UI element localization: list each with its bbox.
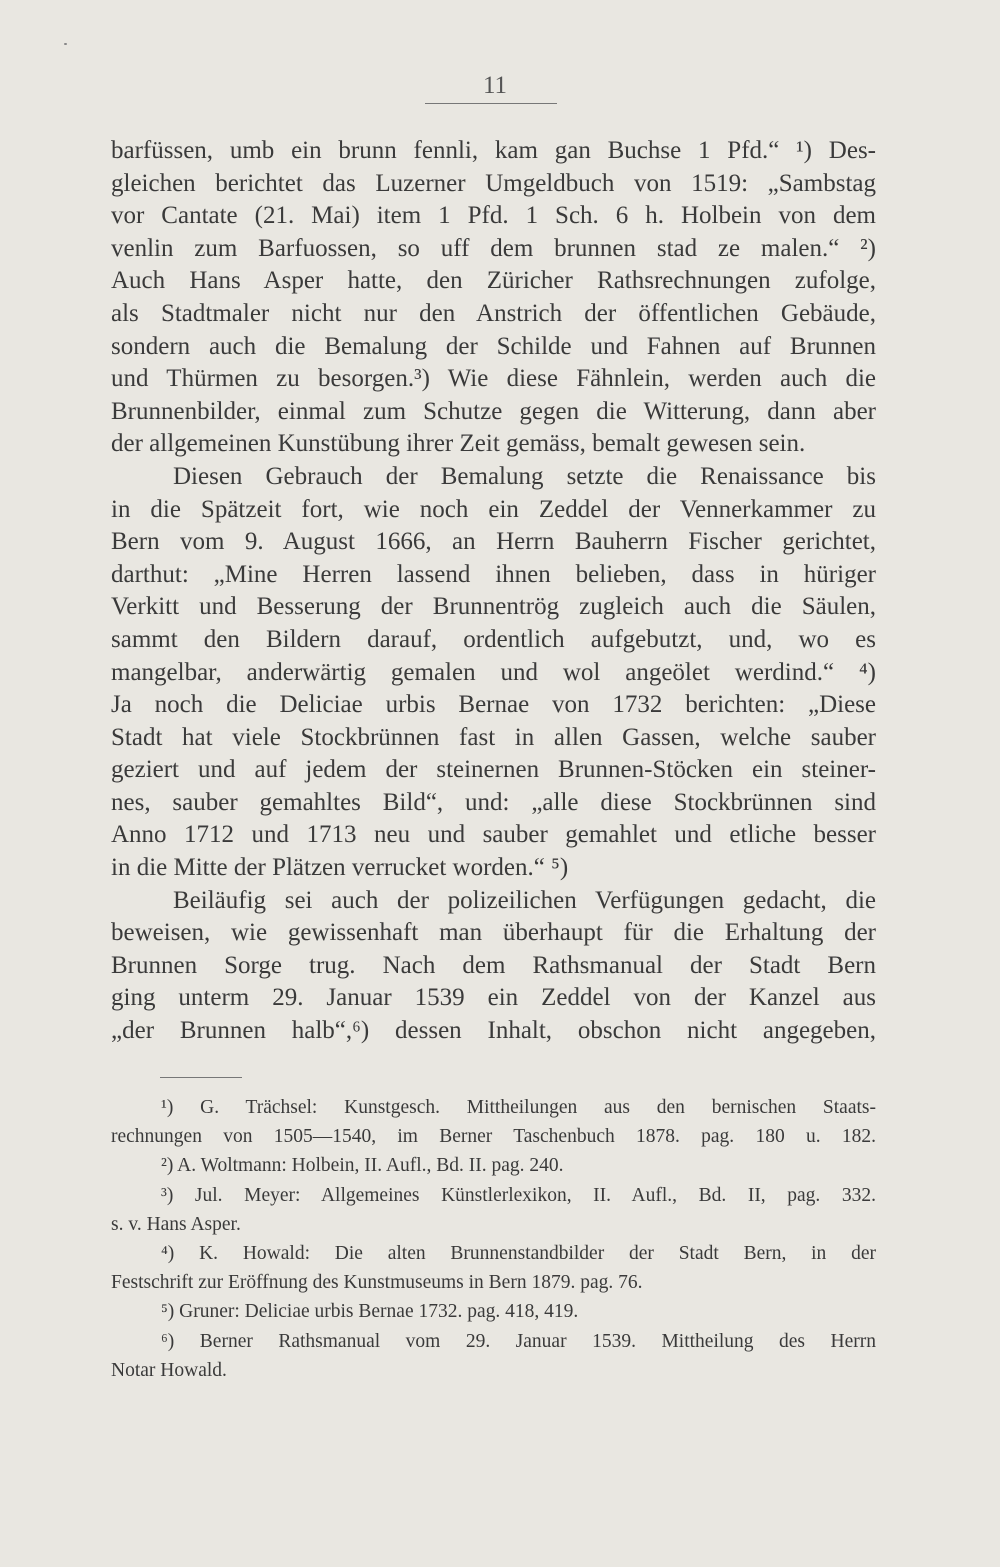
body-line: Diesen Gebrauch der Bemalung setzte die Renaissance bis [173, 462, 876, 490]
body-line: Bern vom 9. August 1666, an Herrn Bauherrn Fischer gerichtet, [111, 528, 876, 556]
body-line: in die Spätzeit fort, wie noch ein Zeddel der Vennerkammer zu [111, 495, 876, 523]
footnote-line: ⁴) K. Howald: Die alten Brunnenstandbilder der Stadt Bern, in der [161, 1242, 876, 1264]
body-line: sondern auch die Bemalung der Schilde und Fahnen auf Brunnen [111, 332, 876, 360]
body-line: darthut: „Mine Herren lassend ihnen belieben, dass in hüriger [111, 560, 876, 588]
footnote-line: ³) Jul. Meyer: Allgemeines Künstlerlexikon, II. Aufl., Bd. II, pag. 332. [161, 1184, 876, 1206]
footnotes [111, 1093, 876, 1385]
body-line: Anno 1712 und 1713 neu und sauber gemahlet und etliche besser [111, 821, 876, 849]
body-line: venlin zum Barfuossen, so uff dem brunnen stad ze malen.“ ²) [111, 234, 876, 262]
body-line: „der Brunnen halb“,⁶) dessen Inhalt, obschon nicht angegeben, [111, 1017, 876, 1045]
body-line: als Stadtmaler nicht nur den Anstrich der öffentlichen Gebäude, [111, 299, 876, 327]
body-line: und Thürmen zu besorgen.³) Wie diese Fähnlein, werden auch die [111, 365, 876, 393]
footnote-line: ⁵) Gruner: Deliciae urbis Bernae 1732. pag. 418, 419. [161, 1301, 579, 1323]
body-line: beweisen, wie gewissenhaft man überhaupt für die Erhaltung der [111, 919, 876, 947]
footnote-line: Notar Howald. [111, 1359, 227, 1381]
body-line: barfüssen, umb ein brunn fennli, kam gan Buchse 1 Pfd.“ ¹) Des- [111, 137, 876, 164]
header-rule [425, 103, 557, 104]
body-line: der allgemeinen Kunstübung ihrer Zeit gemäss, bemalt gewesen sein. [111, 430, 806, 458]
body-line: Beiläufig sei auch der polizeilichen Verfügungen gedacht, die [173, 886, 876, 914]
body-line: Ja noch die Deliciae urbis Bernae von 1732 berichten: „Diese [111, 691, 876, 719]
body-text [111, 135, 876, 1048]
footnote-line: s. v. Hans Asper. [111, 1213, 241, 1235]
body-line: sammt den Bildern darauf, ordentlich aufgebutzt, und, wo es [111, 625, 876, 653]
body-line: Verkitt und Besserung der Brunnentrög zugleich auch die Säulen, [111, 593, 876, 621]
body-line: Brunnen Sorge trug. Nach dem Rathsmanual der Stadt Bern [111, 951, 876, 979]
body-line: nes, sauber gemahltes Bild“, und: „alle diese Stockbrünnen sind [111, 788, 876, 816]
body-line: Stadt hat viele Stockbrünnen fast in allen Gassen, welche sauber [111, 723, 876, 751]
body-line: in die Mitte der Plätzen verrucket worden.“ ⁵) [111, 854, 569, 882]
body-line: geziert und auf jedem der steinernen Brunnen-Stöcken ein steiner- [111, 756, 876, 784]
page-number: 11 [482, 72, 508, 99]
footnote-line: ¹) G. Trächsel: Kunstgesch. Mittheilungen aus den bernischen Staats- [161, 1097, 876, 1118]
paper-speck [64, 43, 67, 45]
body-line: ging unterm 29. Januar 1539 ein Zeddel von der Kanzel aus [111, 984, 876, 1012]
footnote-line: ²) A. Woltmann: Holbein, II. Aufl., Bd. II. pag. 240. [161, 1155, 564, 1177]
body-line: vor Cantate (21. Mai) item 1 Pfd. 1 Sch. 6 h. Holbein von dem [111, 202, 876, 230]
body-line: Brunnenbilder, einmal zum Schutze gegen die Witterung, dann aber [111, 397, 876, 425]
footnote-line: ⁶) Berner Rathsmanual vom 29. Januar 1539. Mittheilung des Herrn [161, 1330, 876, 1352]
body-line: mangelbar, anderwärtig gemalen und wol angeölet werdind.“ ⁴) [111, 658, 876, 686]
body-line: gleichen berichtet das Luzerner Umgeldbuch von 1519: „Sambstag [111, 169, 876, 197]
footnote-rule [160, 1077, 242, 1078]
footnote-line: rechnungen von 1505—1540, im Berner Taschenbuch 1878. pag. 180 u. 182. [111, 1126, 876, 1148]
footnote-line: Festschrift zur Eröffnung des Kunstmuseums in Bern 1879. pag. 76. [111, 1272, 643, 1294]
body-line: Auch Hans Asper hatte, den Züricher Rathsrechnungen zufolge, [111, 267, 876, 295]
